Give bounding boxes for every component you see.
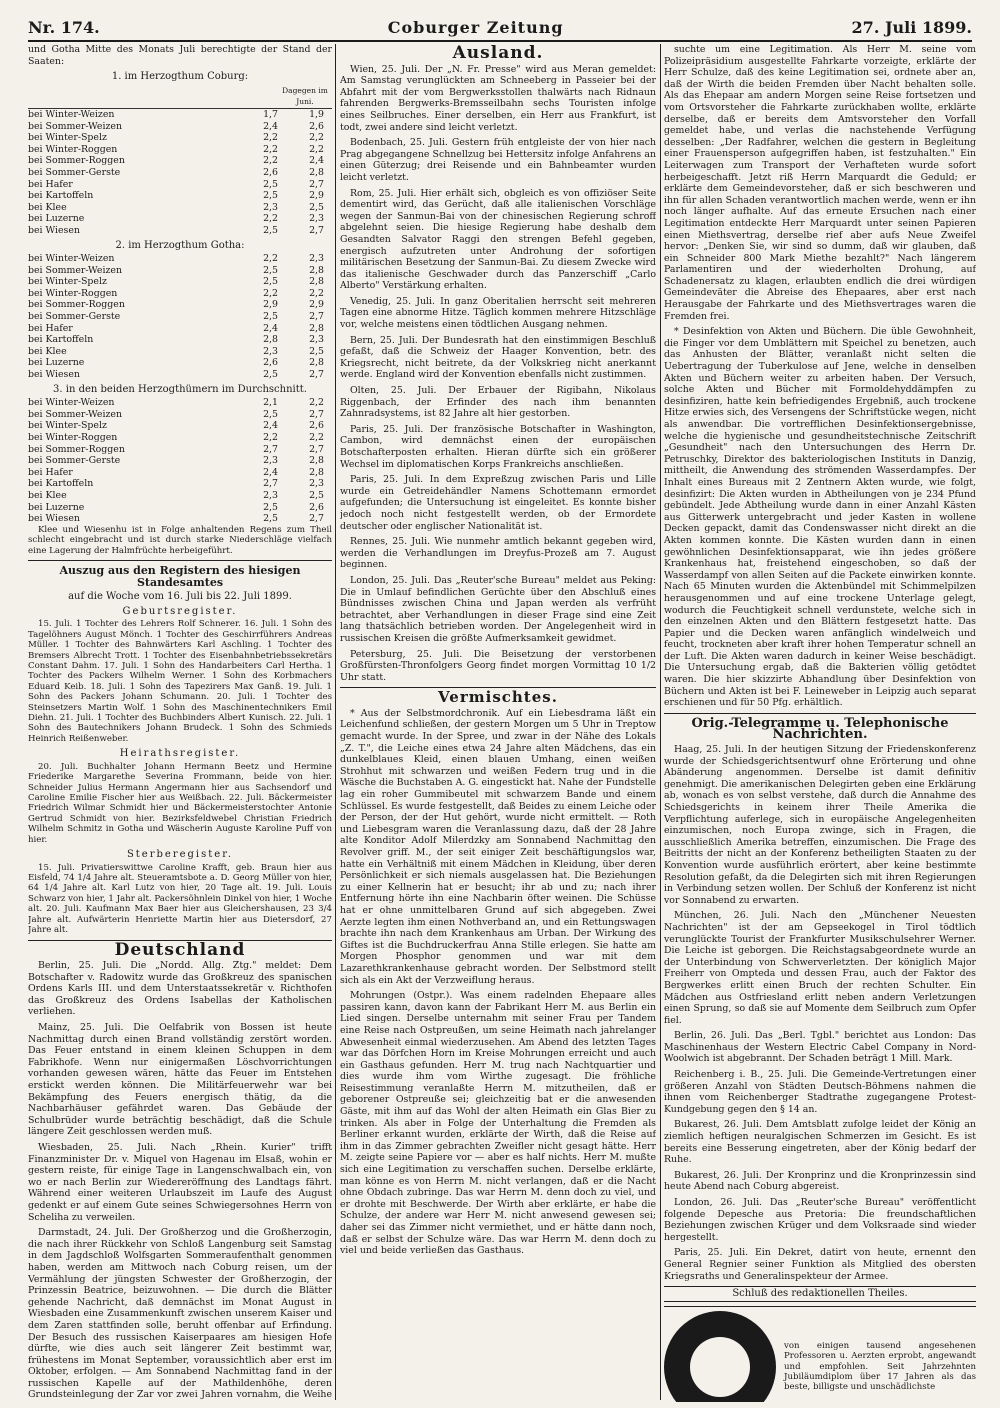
grade-july: 2,4 (263, 466, 278, 478)
article-paragraph: Darmstadt, 24. Juli. Der Großherzog und die Großherzogin, die nach ihrer Rückkehr von Schloß Langenburg seit Samstag in dem Jagdschloß Wolfsgarten Sommeraufenthalt genommen haben, werden am Mittwoch nach Coburg reisen, um der Vermählung der jüngsten Schwester der Großherzogin, der Prinzessin Beatrice, beizuwohnen. — Die durch die Blätter gehende Nachricht, daß demnächst im Monat August in Wiesbaden eine Zusammenkunft zwischen unserem Kaiser und dem Zaren stattfinden solle, beruht offenbar auf Erfindung. Der Besuch des russischen Kaiserpaares am hiesigen Hofe dürfte, wie dies auch seit längerer Zeit bestimmt war, frühestens im Monat September, voraussichtlich aber erst im Oktober, erfolgen. — Am Sonnabend Nachmittag fand in der russischen Kapelle auf der Mathildenhöhe, deren Grundsteinlegung der Zar vor zwei Jahren vornahm, die Weihe (28, 1227, 332, 1401)
grain-row (28, 253, 332, 265)
deaths-title: Sterberegister. (126, 849, 234, 861)
grade-june: 2,3 (309, 253, 324, 265)
section-title-deutschland: Deutschland (114, 939, 246, 960)
grade-june: 2,5 (309, 201, 324, 213)
grain-row (28, 144, 332, 156)
issue-number: Nr. 174. (28, 17, 100, 37)
grade-july: 2,3 (263, 489, 278, 501)
grade-june: 2,2 (309, 287, 324, 299)
section-title-telegramme: Orig.-Telegramme u. Telephonische Nachrichten. (691, 715, 949, 743)
grade-july: 2,5 (263, 501, 278, 513)
grain-row (28, 288, 332, 300)
grain-row (28, 490, 332, 502)
grain-row (28, 299, 332, 311)
article-paragraph: Mohrungen (Ostpr.). Was einem radelnden Ehepaare alles passiren kann, davon kann der Fabrikant Herr M. aus Berlin ein Lied singen. Derselbe unternahm mit seiner Frau per Tandem eine Reise nach Ostpreußen, um seine Heimath nach jahrelanger Abwesenheit einmal wiederzusehen. Am Abend des letzten Tages war das Dörfchen Horn im Kreise Mohrungen erreicht und auch ein Gasthaus gefunden. Herr M. trug nach Nachtquartier und dies wurde ihm vom Wirthe zugesagt. Die fröhliche Reisestimmung veranlaßte Herrn M. mitzutheilen, daß er geborener Ostpreuße sei; gleichzeitig bat er die anwesenden Gäste, mit ihm auf das Wohl der alten Heimath ein Glas Bier zu trinken. Als aber in Folge der Unterhaltung die Fremden als Berliner erkannt wurden, erklärte der Wirth, daß die Reise auf ihm in das Zimmer gebrachten Zweifler nicht gesagt hätte. Herr M. zeigte seine Papiere vor — aber es half nichts. Herr M. mußte sich eine Legitimation zu verschaffen suchen. Derselbe erklärte, man könne es von Herrn M. nicht verlangen, daß er die Nacht ohne Obdach zubringe. Das war Herrn M. denn doch zu viel, und er drohte mit Beschwerde. Der Wirth aber erklärte, er habe die Schulze, der andere war Herr M. nicht anwesend gewesen sei; daher sei das Zimmer nicht vermiethet, und er hätte dann noch, daß er selbst der Schulze wäre. Das war Herrn M. denn doch zu viel und beide verließen das Gasthaus. (340, 990, 656, 1257)
article-paragraph: * Desinfektion von Akten und Büchern. Die üble Gewohnheit, die Finger vor dem Umblättern mit Speichel zu benetzen, auch das Anhusten der Blätter, veranlaßt nicht selten die Uebertragung der Tuberkulose auf Jene, welche in denselben Akten und Büchern weiter zu arbeiten haben. Der Versuch, solche Akten und Bücher mit Formoldehyddämpfen zu desinfiziren, hatte kein befriedigendes Ergebniß, auch trockene Hitze erwies sich, des Versengens der Schriftstücke wegen, nicht als anwendbar. Die vortrefflichen Desinfektionsergebnisse, welche die hygienische und gesundheitstechnische Zeitschrift „Gesundheit" nach den Untersuchungen des Herrn Dr. Petruschky, Direktor des bakteriologischen Instituts in Danzig, mittheilt, die Anwendung des strömenden Wasserdampfes. Der Inhalt eines Bureaus mit 2 Zentnern Akten wurde, wie folgt, desinfizirt: Die Akten wurden in Abtheilungen von je 234 Pfund gebündelt. Jede Abtheilung wurde dann in einer Anzahl Kästen aus Gitterwerk untergebracht und jeder Kasten in wollene Decken gepackt, damit das Condenswasser nicht direkt an die Akten kommen konnte. Die Kästen wurden dann in einen gewöhnlichen Desinfektionsapparat, wie ihn jedes größere Krankenhaus hat, freistehend eingeschoben, so daß der Wasserdampf von allen Seiten auf die Packete einwirken konnte. Nach 65 Minuten wurden die Aktenbündel mit Schimmelpilzen herausgenommen und auf eine trockene Unterlage gelegt, wodurch die Feuchtigkeit schnell verdunstete, welche sich in den einzelnen Akten und den Blättern festgesetzt hatte. Das Papier und die Decken waren anfänglich windelweich und feucht, trockneten aber kraft ihrer hohen Temperatur schnell an der Luft. Die Akten waren dadurch in keiner Weise beschädigt. Die Untersuchung ergab, daß die Bakterien völlig getödtet waren. Die hier skizzirte Abhandlung über Desinfektion von Büchern und Akten ist bei F. Leineweber in Leipzig auch separat erschienen und für 50 Pfg. erhältlich. (664, 326, 976, 709)
grain-row (28, 409, 332, 421)
grade-july: 2,1 (263, 397, 278, 409)
crop-name: bei Winter-Spelz (28, 276, 107, 288)
grade-june: 2,7 (309, 178, 324, 190)
grain-row (28, 432, 332, 444)
crop-name: bei Hafer (28, 466, 73, 478)
grain-row (28, 357, 332, 369)
telegram-paragraph: London, 26. Juli. Das „Reuter'sche Bureau" veröffentlicht folgende Depesche aus Pretoria: Die freundschaftlichen Beziehungen zwischen Krüger und dem Volksraade sind wieder hergestellt. (664, 1197, 976, 1243)
crop-name: bei Winter-Roggen (28, 432, 118, 443)
grain-section-title: 3. in den beiden Herzogthümern im Durchschnitt. (53, 383, 307, 395)
grade-june: 2,7 (309, 513, 324, 525)
grain-table-head (28, 85, 332, 109)
crop-name: bei Sommer-Weizen (28, 264, 122, 276)
grain-row (28, 108, 332, 120)
grade-june: 2,6 (309, 120, 324, 132)
grain-row (28, 213, 332, 225)
grain-head-blank (28, 85, 232, 109)
page-header (28, 14, 972, 42)
grain-section-title: 2. im Herzogthum Gotha: (115, 239, 245, 251)
grade-july: 2,5 (263, 369, 278, 381)
ad-intro: von einigen tausend angesehenen Professoren u. Aerzten erprobt, angewandt und empfohlen. Seit Jahrzehnten Jubiläumdiplom über 17 Jahren als das beste, billigste und unschädlichste (784, 1340, 976, 1393)
crop-name: bei Sommer-Weizen (28, 120, 122, 132)
crop-name: bei Luzerne (28, 213, 85, 225)
crop-name: bei Luzerne (28, 501, 85, 513)
grade-july: 2,2 (263, 287, 278, 299)
grade-june: 2,7 (309, 311, 324, 323)
section-title-vermischtes: Vermischtes. (438, 688, 558, 707)
grain-row (28, 369, 332, 381)
crop-name: bei Winter-Weizen (28, 108, 115, 120)
crop-name: bei Wiesen (28, 224, 80, 236)
grain-section-title: 1. im Herzogthum Coburg: (111, 71, 249, 83)
grain-row (28, 397, 332, 409)
crop-name: bei Wiesen (28, 513, 80, 525)
telegram-paragraph: Berlin, 26. Juli. Das „Berl. Tgbl." berichtet aus London: Das Maschinenhaus der Western Electric Cabel Company in Nord-Woolwich ist abgebrannt. Der Schaden beträgt 1 Mill. Mark. (664, 1030, 976, 1065)
grade-june: 2,2 (309, 143, 324, 155)
grain-row (28, 179, 332, 191)
grade-june: 2,2 (309, 432, 324, 443)
crop-name: bei Kartoffeln (28, 334, 94, 346)
telegram-paragraph: Paris, 25. Juli. Ein Dekret, datirt von heute, ernennt den General Regnier seiner Funktion als Mitglied des obersten Kriegsraths und Generalinspekteur der Armee. (664, 1247, 976, 1282)
crop-name: bei Hafer (28, 322, 73, 334)
grade-june: 2,6 (309, 501, 324, 513)
grade-july: 2,2 (263, 132, 278, 144)
grade-july: 2,7 (263, 478, 278, 490)
article-paragraph: * Aus der Selbstmordchronik. Auf ein Liebesdrama läßt ein Leichenfund schließen, der gestern Morgen um 5 Uhr in Treptow gemacht wurde. In der Spree, und zwar in der Nähe des Lokals „Z. T.", die Leiche eines etwa 24 Jahre alten Mädchens, das ein dunkelblaues Kleid, einen blauen Umhang, einen weißen Strohhut mit schwarzen und weißen Federn trug und in die Wäsche die Buchstaben A. G. eingestickt hat. Nahe der Fundstelle lag ein roher Gummibeutel mit schwarzem Bande und einem Schlüssel. Es wurde festgestellt, daß Beides zu einem Leiche oder der Person, der der Hut gehört, wurde nicht ermittelt. — Roth und Liebesgram waren die Veranlassung dazu, daß der 28 Jahre alte Konditor Adolf Milerdzky am Sonnabend Nachmittag den Revolver griff. M., der seit einiger Zeit beschäftigungslos war, hatte ein Verhältniß mit einem Mädchen in Kleidung, über deren Persönlichkeit er sich niemals ausgelassen hat. Die Beziehungen zu einer Kellnerin hat er besucht; ihr ab und zu; nach ihrer Entfernung hörte ihn eine Nachbarin öfter weinen. Die Schüsse hat er ohne unmittelbaren Grund auf sich abgegeben. Zwei Aerzte legten ihm einen Nothverband an, und ein Rettungswagen brachte ihn nach dem Krankenhaus am Urban. Der Wirkung des Giftes ist die Buchdruckerfrau Anna Stille erlegen. Sie hatte am Morgen Phosphor genommen und war mit dem Lazarethkrankenhause gebracht worden. Der Selbstmord stellt sich als ein Akt der Verzweiflung heraus. (340, 707, 656, 986)
grade-july: 2,2 (263, 143, 278, 155)
crop-name: bei Luzerne (28, 357, 85, 369)
issue-date: 27. Juli 1899. (851, 17, 972, 37)
grain-row (28, 121, 332, 133)
crop-name: bei Hafer (28, 178, 73, 190)
grade-july: 2,5 (263, 224, 278, 236)
crop-name: bei Sommer-Weizen (28, 408, 122, 420)
grade-june: 2,6 (309, 420, 324, 432)
grade-june: 2,8 (309, 166, 324, 178)
telegram-articles (664, 744, 976, 1282)
grain-row (28, 420, 332, 432)
grade-june: 2,7 (309, 443, 324, 455)
grain-row (28, 502, 332, 514)
crop-name: bei Sommer-Roggen (28, 443, 125, 455)
grade-june: 2,7 (309, 369, 324, 381)
telegram-paragraph: München, 26. Juli. Nach den „Münchener Neuesten Nachrichten" ist der am Gepseekogel in Tirol tödtlich verunglückte Tourist der Frankfurter Musikschulsehrer Werner. Die Leiche ist geborgen. Die Reichstagsabgeordnete wurde an der Unterbindung von Schwerverletzten. Der königlich Major Freiherr von Ompteda und dessen Frau, auch der Faktor des Bergwerkes erlitt einen Bruch der rechten Schulter. Ein Mädchen aus Ostfriesland erlitt neben andern Verletzungen einen Sprung, so daß sie auf Momente dem Seilbruch zum Opfer fiel. (664, 910, 976, 1026)
grain-row (28, 323, 332, 335)
marriages-title: Heirathsregister. (119, 748, 241, 760)
article-paragraph: Paris, 25. Juli. In dem Expreßzug zwischen Paris und Lille wurde ein Getreidehändler Namens Schottemann ermordet aufgefunden; die Untersuchung ist eingeleitet. Es konnte bisher jedoch noch nicht festgestellt werden, ob der Ermordete deutscher oder englischer Nationalität ist. (340, 474, 656, 532)
grade-june: 2,7 (309, 408, 324, 420)
article-paragraph: Rennes, 25. Juli. Wie nunmehr amtlich bekannt gegeben wird, werden die Verhandlungen im Dreyfus-Prozeß am 7. August beginnen. (340, 536, 656, 571)
grain-intro: und Gotha Mitte des Monats Juli berechtigte der Stand der Saaten: (28, 44, 332, 67)
grade-june: 2,3 (309, 478, 324, 490)
grain-row (28, 334, 332, 346)
grain-table (28, 85, 332, 237)
grain-table (28, 397, 332, 525)
register-subtitle: auf die Woche vom 16. Juli bis 22. Juli 1899. (68, 591, 292, 603)
grain-row (28, 190, 332, 202)
grade-june: 2,2 (309, 397, 324, 409)
grade-june: 2,9 (309, 299, 324, 311)
grain-row (28, 155, 332, 167)
grain-row (28, 225, 332, 237)
grain-head-blank (232, 85, 278, 109)
crop-name: bei Winter-Spelz (28, 420, 107, 432)
crop-name: bei Sommer-Roggen (28, 299, 125, 311)
grade-june: 2,4 (309, 155, 324, 167)
article-paragraph: suchte um eine Legitimation. Als Herr M. seine vom Polizeipräsidium ausgestellte Fahrkarte vorzeigte, erklärte der Herr Schulze, daß des keine Legitimation sei, ordnete aber an, daß der Wirth die beiden Fremden über Nacht behalten solle. Als das Ehepaar am andern Morgen seine Reise fortsetzen und vom Ortsvorsteher die Fahrkarte zurückhaben wollte, erklärte derselbe, daß er bereits dem Amtsvorsteher den Vorfall gemeldet habe, und verlas die nachstehende Verfügung desselben: „Der Radfahrer, welchen die gestern in Begleitung einer Frauensperson aufgegriffen haben, ist festzuhalten." Ein Leiterwagen zum Transport der Verhafteten wurde sofort herbeigeschafft. Jetzt riß Herrn Marquardt die Geduld; er erklärte dem Gemeindevorsteher, daß er sich beschweren und ihn für allen Schaden verantwortlich machen werde, wenn er ihn noch länger aufhalte. Auf das erneute Ersuchen nach einer Legitimation entdeckte Herr Marquardt unter seinen Papieren einen Miethsvertrag, derselbe rief aber aufs Neue Zweifel hervor: „Denken Sie, wir sind so dumm, daß wir glauben, daß ein Schneider 800 Mark Miethe bezahlt?" Nach längerem Parlamentiren und der wiederholten Drohung, auf Schadenersatz zu klagen, erlaubten endlich die drei würdigen Gemeindeväter die Abreise des Ehepaares, aber erst nach Herausgabe der Fahrkarte und des Miethsvertrages waren die Fremden frei. (664, 44, 976, 322)
article-paragraph: Paris, 25. Juli. Der französische Botschafter in Washington, Cambon, wird demnächst einen der europäischen Botschafterposten erhalten. Hieran dürfte sich ein größerer Wechsel im diplomatischen Korps Frankreichs anschließen. (340, 423, 656, 470)
article-paragraph: Bern, 25. Juli. Der Bundesrath hat den einstimmigen Beschluß gefaßt, daß die Schweiz der Haager Konvention, betr. des Kriegsrecht, nicht beitrete, da der Volkskrieg nicht anerkannt werde. England wird der Konvention ebenfalls nicht zustimmen. (340, 334, 656, 381)
grade-july: 2,5 (263, 190, 278, 202)
grain-footnote: Klee und Wiesenhu ist in Folge anhaltenden Regens zum Theil schlecht eingebracht und ist durch starke Niederschläge vielfach eine Lagerung der Halmfrüchte herbeigeführt. (28, 524, 332, 556)
grain-row (28, 311, 332, 323)
births-title: Geburtsregister. (122, 605, 238, 617)
grade-july: 2,5 (263, 264, 278, 276)
grade-july: 2,8 (263, 334, 278, 346)
crop-name: bei Klee (28, 201, 67, 213)
grade-june: 2,8 (309, 264, 324, 276)
article-paragraph: Wien, 25. Juli. Der „N. Fr. Presse" wird aus Meran gemeldet: Am Samstag verunglückten am Schneeberg in Passeier bei der Abfahrt mit der vom Bergwerksstollen thalwärts nach Ridnaun fahrenden Bergwerks-Bremsseilbahn sechs Touristen infolge eines Seilbruches. Einer derselben, ein Herr aus Frankfurt, ist todt, zwei andere sind leicht verletzt. (340, 63, 656, 133)
grain-row (28, 346, 332, 358)
grade-june: 2,3 (309, 213, 324, 225)
article-paragraph: Rom, 25. Juli. Hier erhält sich, obgleich es von offiziöser Seite dementirt wird, das Gerücht, daß alle italienischen Vorschläge wegen der Sanmun-Bai von der chinesischen Regierung schroff abgelehnt seien. Die hiesige Regierung habe deshalb dem Gesandten Salvator Raggi den strengen Befehl gegeben, energisch aufzutreten unter Androhung der sofortigen militärischen Besetzung der Sanmun-Bai. Zu diesem Zwecke wird das italienische Geschwader durch das Panzerschiff „Carlo Alberto" Verstärkung erhalten. (340, 187, 656, 292)
grade-july: 2,4 (263, 120, 278, 132)
telegram-paragraph: Bukarest, 26. Juli. Der Kronprinz und die Kronprinzessin sind heute Abend nach Coburg abgereist. (664, 1169, 976, 1193)
column-middle (340, 44, 656, 1402)
grade-june: 2,8 (309, 322, 324, 334)
crop-name: bei Sommer-Roggen (28, 155, 125, 167)
column-rule (335, 44, 336, 1400)
grade-july: 2,6 (263, 357, 278, 369)
telegram-paragraph: Haag, 25. Juli. In der heutigen Sitzung der Friedenskonferenz wurde der Schiedsgerichtsentwurf ohne Erörterung und ohne Abänderung angenommen. Derselbe ist damit definitiv genehmigt. Die amerikanischen Delegirten geben eine Erklärung ab, wonach es von selbst verstehe, daß durch die Annahme des Schiedsgerichts in keinem ihrer Theile Amerika die Verpflichtung auferlege, sich in europäische Angelegenheiten einzumischen, noch Europa zwinge, sich in Fragen, die ausschließlich Amerika betreffen, einzumischen. Die Frage des Beitritts der nicht an der Konferenz betheiligten Staaten zu der Konvention wurde ausführlich erörtert, aber keine bestimmte Resolution gefaßt, da die Delegirten sich mit ihren Regierungen in Verbindung setzen wollen. Der Schluß der Konferenz ist nicht vor Sonnabend zu erwarten. (664, 744, 976, 906)
grade-july: 2,2 (263, 155, 278, 167)
column-rule (660, 44, 661, 1400)
grain-row (28, 513, 332, 525)
divider (664, 713, 976, 714)
grade-june: 2,8 (309, 276, 324, 288)
pill-seal-logo (664, 1311, 776, 1402)
grade-june: 1,9 (309, 108, 324, 120)
advertisement (664, 1306, 976, 1402)
register-title: Auszug aus den Registern des hiesigen Standesamtes (59, 563, 301, 589)
column-right (664, 44, 976, 1402)
crop-name: bei Kartoffeln (28, 190, 94, 202)
grade-july: 2,3 (263, 201, 278, 213)
telegram-paragraph: Reichenberg i. B., 25. Juli. Die Gemeinde-Vertretungen einer größeren Anzahl von Städten Deutsch-Böhmens nahmen die ihnen vom Reichenberger Stadtrathe zugegangene Protest-Kundgebung gegen den § 14 an. (664, 1069, 976, 1115)
grade-june: 2,2 (309, 132, 324, 144)
ausland-articles (340, 64, 656, 684)
grade-july: 2,7 (263, 443, 278, 455)
grade-july: 2,5 (263, 178, 278, 190)
grade-june: 2,5 (309, 489, 324, 501)
crop-name: bei Wiesen (28, 369, 80, 381)
crop-name: bei Winter-Weizen (28, 397, 115, 409)
crop-name: bei Sommer-Gerste (28, 166, 121, 178)
grain-table (28, 253, 332, 381)
grade-july: 2,5 (263, 408, 278, 420)
divider (28, 560, 332, 561)
crop-name: bei Winter-Roggen (28, 143, 118, 155)
article-paragraph: Petersburg, 25. Juli. Die Beisetzung der verstorbenen Großfürsten-Thronfolgers Georg findet morgen Vormittag 10 1/2 Uhr statt. (340, 648, 656, 683)
grain-row (28, 478, 332, 490)
crop-name: bei Winter-Weizen (28, 253, 115, 265)
grain-row (28, 167, 332, 179)
deutschland-articles (28, 960, 332, 1402)
grain-row (28, 455, 332, 467)
births-text: 15. Juli. 1 Tochter des Lehrers Rolf Schnerer. 16. Juli. 1 Sohn des Tagelöhners August Mönch. 1 Tochter des Geschirrführers Andreas Müller. 1 Tochter des Bahnwärters Karl Aschling. 1 Tochter des Bremsers Albrecht Trott. 1 Tochter des Eisenbahnbetriebssekretärs Constant Dahm. 17. Juli. 1 Sohn des Handarbeiters Carl Hertha. 1 Tochter des Packers Wilhelm Werner. 1 Sohn des Korbmachers Eduard Keib. 18. Juli. 1 Sohn des Tapezirers Max Ganß. 19. Juli. 1 Sohn des Packers Johann Schumann. 20. Juli. 1 Tochter des Steinsetzers Martin Wolf. 1 Sohn des Maschinentechnikers Emil Diehn. 21. Juli. 1 Tochter des Buchbinders Albert Kunisch. 22. Juli. 1 Sohn des Bautechnikers Johann Brudeck. 1 Sohn des Schmieds Heinrich Reißenweber. (28, 619, 332, 744)
grade-july: 2,5 (263, 513, 278, 525)
grain-row (28, 265, 332, 277)
grade-june: 2,7 (309, 224, 324, 236)
continued-articles (664, 44, 976, 709)
grade-july: 1,7 (263, 108, 278, 120)
article-paragraph: Berlin, 25. Juli. Die „Nordd. Allg. Ztg." meldet: Dem Botschafter v. Radowitz wurde das Großkreuz des spanischen Ordens Karls III. und dem Unterstaatssekretär v. Richthofen das Großkreuz des Ordens Isabellas der Katholischen verliehen. (28, 960, 332, 1018)
grade-july: 2,4 (263, 420, 278, 432)
article-paragraph: Venedig, 25. Juli. In ganz Oberitalien herrscht seit mehreren Tagen eine abnorme Hitze. Täglich kommen mehrere Hitzschläge vor, welche meistens einen tödtlichen Ausgang nehmen. (340, 295, 656, 331)
grade-june: 2,8 (309, 466, 324, 478)
grain-row (28, 467, 332, 479)
grade-july: 2,5 (263, 276, 278, 288)
article-paragraph: Wiesbaden, 25. Juli. Nach „Rhein. Kurier" trifft Finanzminister Dr. v. Miquel von Hagenau im Elsaß, wohin er gestern reiste, für einige Tage in Langenschwalbach ein, von wo er nach Berlin zur Wiedereröffnung des Landtags fährt. Während einer weiteren Urlaubszeit im Laufe des August gedenkt er auf einem Gute seines Schwiegersohnes Herrn von Scheliha zu verweilen. (28, 1142, 332, 1223)
grade-june: 2,8 (309, 357, 324, 369)
crop-name: bei Kartoffeln (28, 478, 94, 490)
crop-name: bei Winter-Spelz (28, 132, 107, 144)
masthead: Coburger Zeitung (387, 17, 564, 37)
grain-row (28, 444, 332, 456)
grade-june: 2,9 (309, 190, 324, 202)
column-left (28, 44, 332, 1402)
crop-name: bei Klee (28, 489, 67, 501)
editorial-end-line: Schluß des redaktionellen Theiles. (664, 1286, 976, 1302)
article-paragraph: London, 25. Juli. Das „Reuter'sche Bureau" meldet aus Peking: Die in Umlauf befindlichen Gerüchte über den Abschluß eines Bündnisses zwischen China und Japan werden als verfrüht betrachtet, aber Verhandlungen in dieser Frage sind eine Zeit lang thatsächlich betrieben worden. Der Angelegenheit wird in russischen Kreisen die größte Aufmerksamkeit gewidmet. (340, 574, 656, 644)
section-title-ausland: Ausland. (452, 44, 544, 63)
article-paragraph: Mainz, 25. Juli. Die Oelfabrik von Bossen ist heute Nachmittag durch einen Brand vollständig zerstört worden. Das Feuer entstand in einem kleinen Schuppen in dem Fabrikhofe. Wenn nur einigermaßen Löschvorrichtungen vorhanden gewesen wären, hätte das Feuer im Entstehen erstickt werden können. Die Militärfeuerwehr war bei Bekämpfung des Feuers energisch thätig, da die Nachbarhäuser gefährdet waren. Das Gebäude der Schulbrüder wurde beträchtig beschädigt, daß die Schule längere Zeit geschlossen werden muß. (28, 1022, 332, 1138)
grade-july: 2,2 (263, 432, 278, 443)
crop-name: bei Sommer-Gerste (28, 455, 121, 467)
grade-july: 2,2 (263, 213, 278, 225)
marriages-text: 20. Juli. Buchhalter Johann Hermann Beetz und Hermine Friederike Margarethe Severina Frommann, beide von hier. Schneider Julius Hermann Angermann hier aus Sachsendorf und Caroline Emilie Fischer hier aus Weißbach. 22. Juli. Bäckermeister Friedrich Wilmar Schmidt hier und Bäckermeisterstochter Antonie Gertrud Schmidt von hier. Bezirksfeldwebel Christian Friedrich Wilhelm Schmitz in Gotha und Wäscherin Auguste Karoline Puff von hier. (28, 761, 332, 845)
grade-july: 2,2 (263, 253, 278, 265)
vermischtes-articles (340, 708, 656, 1257)
grain-col-head: Dagegen im Juni. (278, 85, 332, 109)
grade-july: 2,9 (263, 299, 278, 311)
grain-row (28, 276, 332, 288)
telegram-paragraph: Bukarest, 26. Juli. Dem Amtsblatt zufolge leidet der König an ziemlich heftigen neuralgischen Schmerzen im Gesicht. Es ist bereits eine Besserung eingetreten, aber der König bedarf der Ruhe. (664, 1119, 976, 1166)
article-paragraph: Bodenbach, 25. Juli. Gestern früh entgleiste der von hier nach Prag abgegangene Schnellzug bei Hettersitz infolge Anfahrens an einen Güterzug; drei Reisende und ein Bahnbeamter wurden leicht verletzt. (340, 137, 656, 183)
grain-row (28, 202, 332, 214)
grain-row (28, 132, 332, 144)
grade-july: 2,3 (263, 345, 278, 357)
grade-july: 2,6 (263, 166, 278, 178)
crop-name: bei Winter-Roggen (28, 287, 118, 299)
grade-july: 2,4 (263, 322, 278, 334)
grade-july: 2,5 (263, 311, 278, 323)
grade-june: 2,3 (309, 334, 324, 346)
crop-name: bei Sommer-Gerste (28, 311, 121, 323)
crop-name: bei Klee (28, 345, 67, 357)
deaths-text: 15. Juli. Privatierswittwe Caroline Krafft, geb. Braun hier aus Eisfeld, 74 1/4 Jahre alt. Steueramtsbote a. D. Georg Müller von hier, 64 1/4 Jahre alt. Karl Lutz von hier, 20 Tage alt. 19. Juli. Louis Schwarz von hier, 1 Jahr alt. Packersöhnlein Dinkel von hier, 1 Woche alt. 20. Juli. Kaufmann Max Baer hier aus Gleichershausen, 23 3/4 Jahre alt. Aufwärterin Henriette Martin hier aus Dietersdorf, 27 Jahre alt. (28, 862, 332, 936)
grade-july: 2,3 (263, 455, 278, 467)
grain-report (28, 71, 332, 525)
grade-june: 2,8 (309, 455, 324, 467)
article-paragraph: Olten, 25. Juli. Der Erbauer der Rigibahn, Nikolaus Riggenbach, der Erfinder des nach ihm benannten Zahnradsystems, ist 82 Jahre alt hier gestorben. (340, 385, 656, 420)
grade-june: 2,5 (309, 345, 324, 357)
